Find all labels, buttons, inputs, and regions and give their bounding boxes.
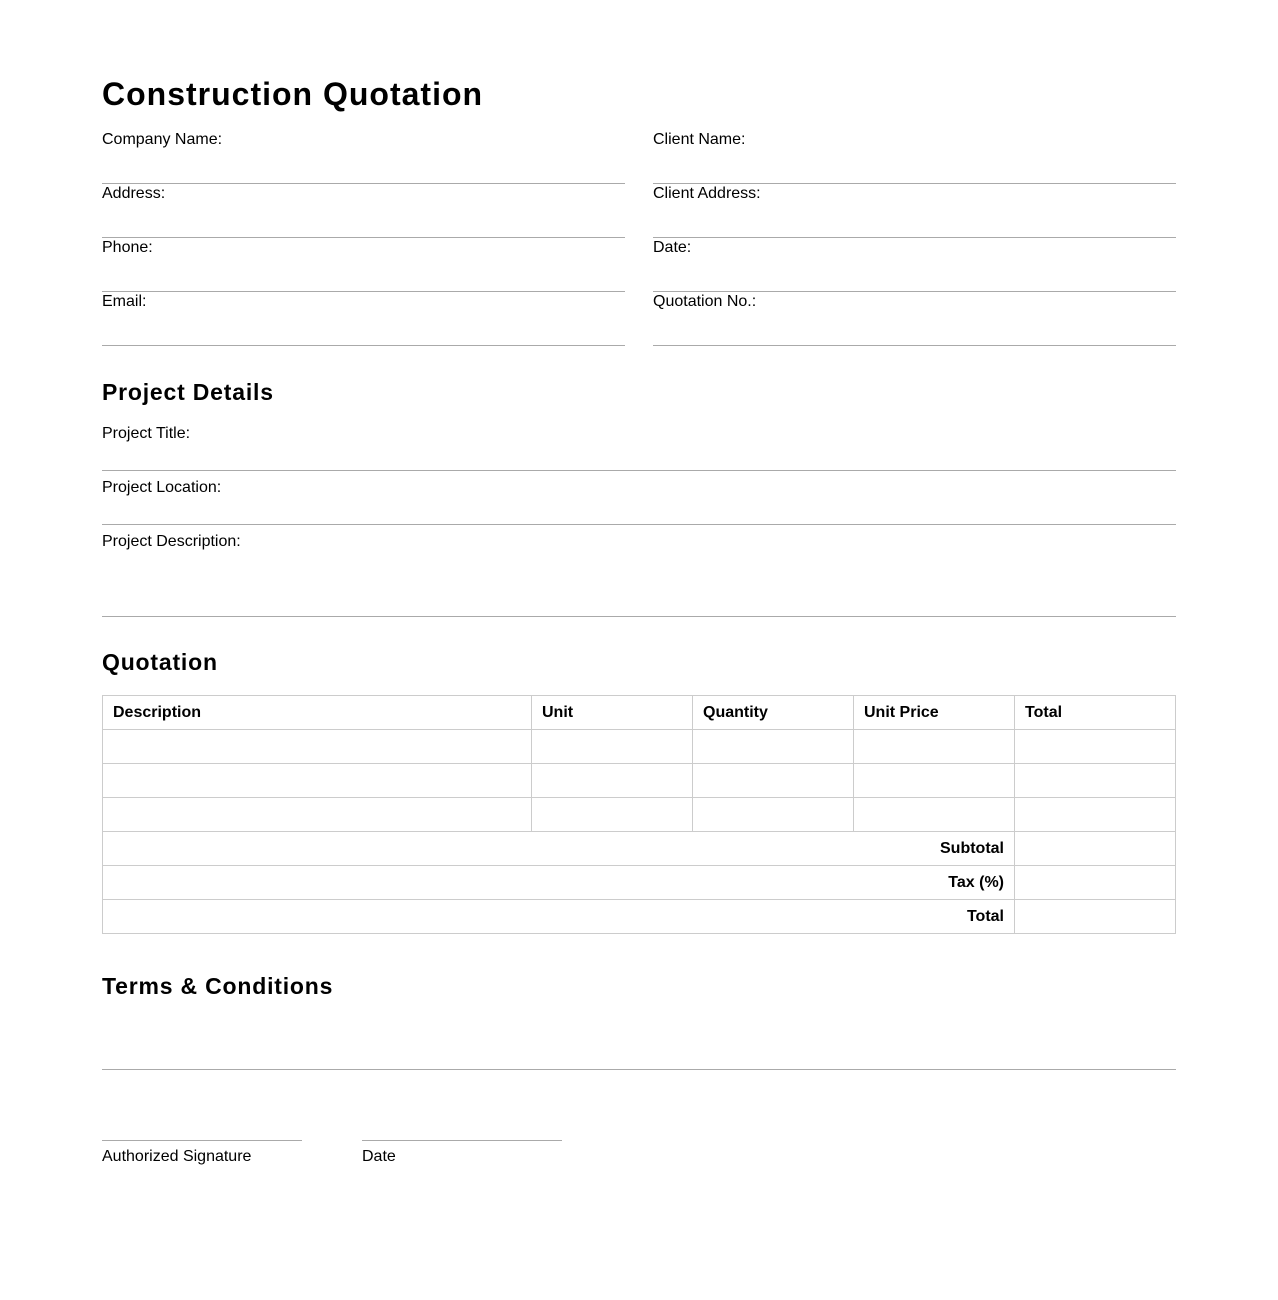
- field-label: Phone:: [102, 239, 153, 256]
- field-label: Date:: [653, 239, 692, 256]
- table-cell[interactable]: [1015, 730, 1176, 764]
- column-header-quantity: Quantity: [693, 696, 854, 730]
- table-cell[interactable]: [532, 764, 693, 798]
- authorized-signature-label: Authorized Signature: [102, 1148, 252, 1165]
- column-header-unit-price: Unit Price: [854, 696, 1015, 730]
- project-title-field[interactable]: [102, 424, 1176, 471]
- field-label: Quotation No.:: [653, 293, 757, 310]
- table-cell[interactable]: [693, 730, 854, 764]
- total-label: Total: [103, 900, 1015, 934]
- authorized-signature-line[interactable]: [102, 1140, 302, 1165]
- signature-date-label: Date: [362, 1148, 396, 1165]
- project-details-heading: Project Details: [102, 379, 274, 405]
- tax-row: [103, 866, 1176, 900]
- field-label: Project Description:: [102, 533, 241, 550]
- field-label: Company Name:: [102, 131, 223, 148]
- table-cell[interactable]: [1015, 764, 1176, 798]
- table-cell[interactable]: [532, 798, 693, 832]
- field-label: Email:: [102, 293, 147, 310]
- subtotal-row: [103, 832, 1176, 866]
- table-cell[interactable]: [854, 798, 1015, 832]
- field-label: Project Title:: [102, 425, 191, 442]
- signature-date-line[interactable]: [362, 1140, 562, 1165]
- table-cell[interactable]: [693, 798, 854, 832]
- client-name-field[interactable]: [653, 130, 1176, 184]
- subtotal-label: Subtotal: [103, 832, 1015, 866]
- page-title: Construction Quotation: [102, 76, 484, 112]
- field-label: Project Location:: [102, 479, 222, 496]
- address-field[interactable]: [102, 184, 625, 238]
- terms-heading: Terms & Conditions: [102, 973, 334, 999]
- project-location-field[interactable]: [102, 478, 1176, 525]
- date-field[interactable]: [653, 238, 1176, 292]
- quotation-no-field[interactable]: [653, 292, 1176, 346]
- total-row: [103, 900, 1176, 934]
- table-cell[interactable]: [103, 730, 532, 764]
- table-header-row: [103, 696, 1176, 730]
- table-cell[interactable]: [854, 764, 1015, 798]
- table-cell[interactable]: [854, 730, 1015, 764]
- field-label: Client Name:: [653, 131, 746, 148]
- field-label: Client Address:: [653, 185, 761, 202]
- table-cell[interactable]: [103, 798, 532, 832]
- subtotal-value[interactable]: [1015, 832, 1176, 866]
- tax-label: Tax (%): [103, 866, 1015, 900]
- table-row: [103, 764, 1176, 798]
- project-description-field[interactable]: [102, 532, 1176, 617]
- company-name-field[interactable]: [102, 130, 625, 184]
- column-header-description: Description: [103, 696, 532, 730]
- quotation-heading: Quotation: [102, 649, 218, 675]
- table-cell[interactable]: [532, 730, 693, 764]
- tax-value[interactable]: [1015, 866, 1176, 900]
- terms-line[interactable]: [102, 1069, 1176, 1070]
- column-header-total: Total: [1015, 696, 1176, 730]
- column-header-unit: Unit: [532, 696, 693, 730]
- email-field[interactable]: [102, 292, 625, 346]
- total-value[interactable]: [1015, 900, 1176, 934]
- table-cell[interactable]: [693, 764, 854, 798]
- field-label: Address:: [102, 185, 166, 202]
- table-cell[interactable]: [103, 764, 532, 798]
- table-row: [103, 730, 1176, 764]
- quotation-table: [102, 695, 1176, 934]
- phone-field[interactable]: [102, 238, 625, 292]
- table-row: [103, 798, 1176, 832]
- table-cell[interactable]: [1015, 798, 1176, 832]
- client-address-field[interactable]: [653, 184, 1176, 238]
